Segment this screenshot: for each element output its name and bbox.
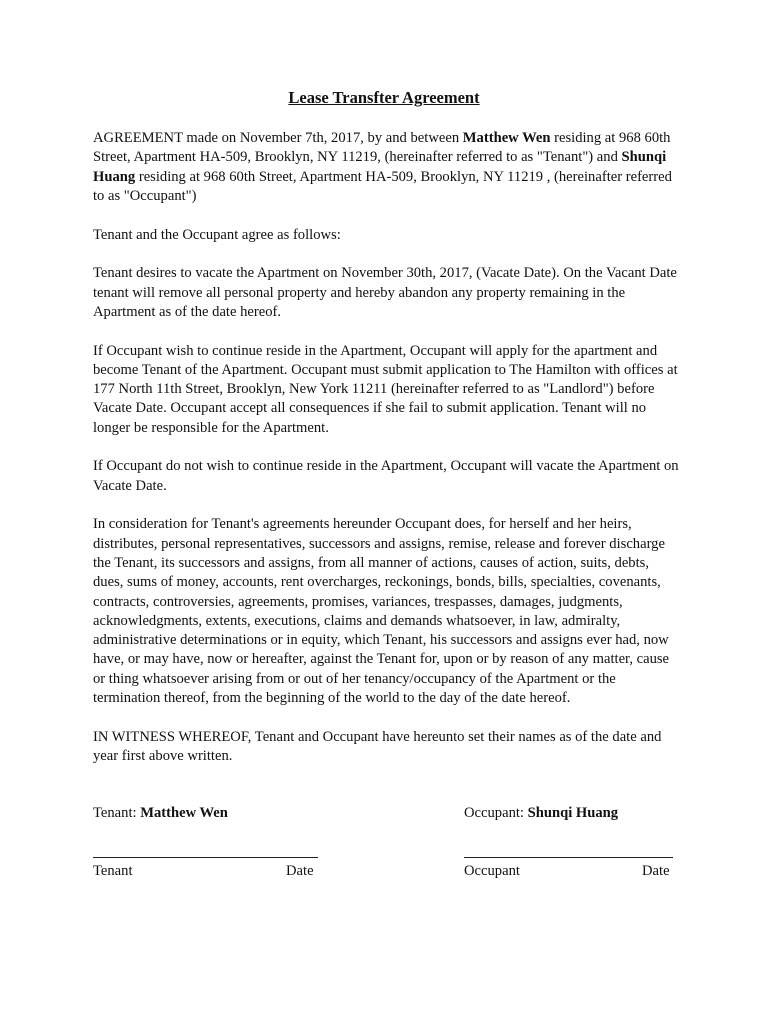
tenant-signature-name bbox=[93, 804, 228, 823]
intro-paragraph bbox=[93, 129, 683, 206]
intro-text-1: AGREEMENT made on November 7th, 2017, by and between bbox=[93, 130, 463, 146]
tenant-date-caption: Date bbox=[286, 863, 314, 879]
occupant-signature-line bbox=[464, 857, 673, 858]
intro-text-3: residing at 968 60th Street, Apartment HA-509, Brooklyn, NY 11219 , (hereinafter referred to as "Occupant") bbox=[93, 168, 672, 204]
agree-paragraph: Tenant and the Occupant agree as follows: bbox=[93, 226, 341, 243]
occupant-caption: Occupant bbox=[464, 863, 520, 879]
occupant-name: Shunqi Huang bbox=[527, 805, 619, 821]
vacate-paragraph: Tenant desires to vacate the Apartment on November 30th, 2017, (Vacate Date). On the Vacant Date tenant will remove all personal property and hereby abandon any property remaining in the Apartment as of the date hereof. bbox=[93, 265, 677, 320]
intro-occupant-name: Shunqi Huang bbox=[93, 149, 667, 185]
intro-tenant-name: Matthew Wen bbox=[462, 130, 551, 146]
document-body bbox=[93, 129, 683, 786]
occupant-signature-name bbox=[464, 804, 618, 823]
release-paragraph: In consideration for Tenant's agreements hereunder Occupant does, for herself and her heirs, distributes, personal representatives, successors and assigns, remise, release and forever discharge the Tenant, its successors and assigns, from all manner of actions, causes of action, suits, debts, dues, sums of money, accounts, rent overcharges, reckonings, bonds, bills, specialties, covenants, contracts, controversies, agreements, promises, variances, trespasses, damages, judgments, acknowledgments, extents, executions, claims and demands whatsoever, in law, admiralty, administrative determinations or in equity, which Tenant, his successors and assigns ever had, now have, or may have, now or hereafter, against the Tenant for, upon or by reason of any matter, cause or thing whatsoever arising from or out of her tenancy/occupancy of the Apartment or the termination thereof, from the beginning of the world to the day of the date hereof. bbox=[93, 516, 670, 707]
occupant-label: Occupant: bbox=[464, 805, 528, 821]
document-title: Lease Transfter Agreement bbox=[288, 88, 480, 107]
tenant-name: Matthew Wen bbox=[140, 805, 228, 821]
continue-paragraph: If Occupant wish to continue reside in the Apartment, Occupant will apply for the apartment and become Tenant of the Apartment. Occupant must submit application to The Hamilton with offices at 177 North 11th Street, Brooklyn, New York 11211 (hereinafter referred to as "Landlord") before Vacate Date. Occupant accept all consequences if she fail to submit application. Tenant will no longer be responsible for the Apartment. bbox=[93, 342, 678, 436]
tenant-label: Tenant: bbox=[93, 805, 141, 821]
not-continue-paragraph: If Occupant do not wish to continue reside in the Apartment, Occupant will vacate the Apartment on Vacate Date. bbox=[93, 458, 679, 494]
tenant-caption: Tenant bbox=[93, 863, 133, 879]
tenant-signature-line bbox=[93, 857, 318, 858]
witness-paragraph: IN WITNESS WHEREOF, Tenant and Occupant have hereunto set their names as of the date and year first above written. bbox=[93, 728, 662, 765]
intro-text-2: residing at 968 60th Street, Apartment HA-509, Brooklyn, NY 11219, (hereinafter referred to as "Tenant") and bbox=[93, 130, 671, 166]
occupant-date-caption: Date bbox=[642, 863, 670, 879]
